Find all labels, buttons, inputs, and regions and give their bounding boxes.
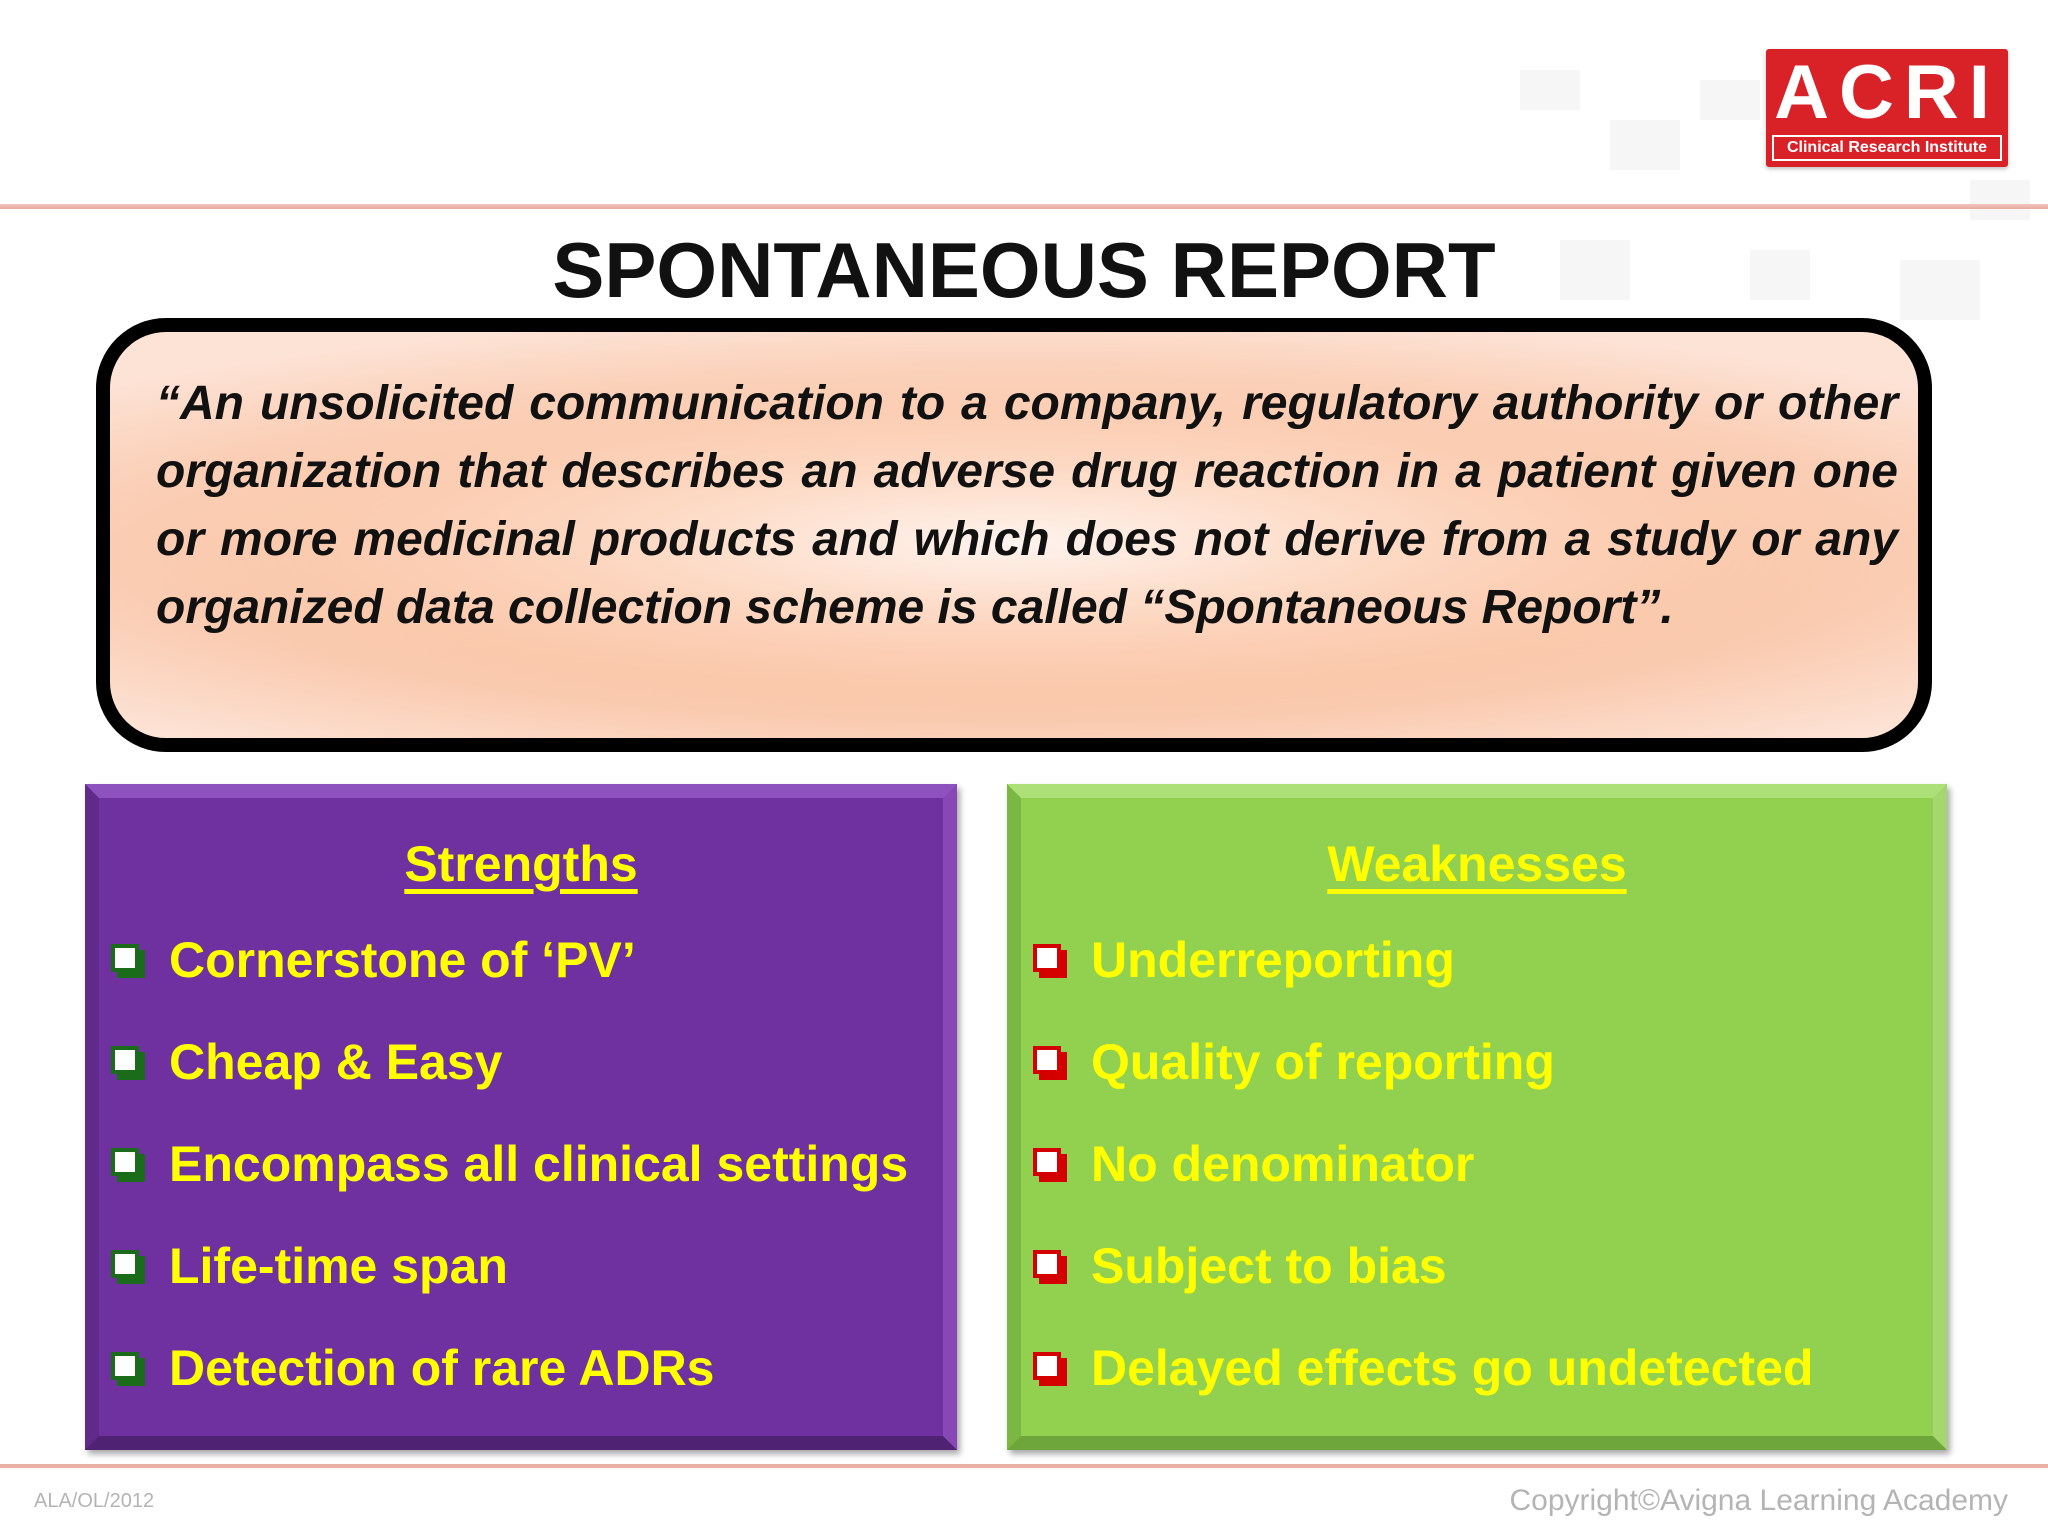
- strengths-panel: [85, 784, 957, 1450]
- weakness-item-label: No denominator: [1091, 1136, 1475, 1192]
- footer-divider: [0, 1464, 2048, 1468]
- strength-item-label: Cheap & Easy: [169, 1034, 503, 1090]
- strength-item-label: Detection of rare ADRs: [169, 1340, 715, 1396]
- acri-logo: [1766, 49, 2008, 167]
- weakness-item-label: Quality of reporting: [1091, 1034, 1555, 1090]
- checkbox-bullet-icon: [1033, 1046, 1061, 1074]
- list-item: [109, 1338, 919, 1440]
- list-item: [1031, 1134, 1907, 1236]
- checkbox-bullet-icon: [111, 1148, 139, 1176]
- list-item: [109, 1236, 919, 1338]
- checkbox-bullet-icon: [1033, 944, 1061, 972]
- header-divider: [0, 204, 2048, 209]
- list-item: [1031, 1338, 1907, 1440]
- footer-copyright: Copyright©Avigna Learning Academy: [1509, 1484, 2008, 1517]
- strengths-list: [109, 930, 919, 1440]
- strength-item-label: Cornerstone of ‘PV’: [169, 932, 636, 988]
- strengths-heading: Strengths: [404, 836, 638, 892]
- definition-text: “An unsolicited communication to a company, regulatory authority or other organization that describes an adverse drug reaction in a patient given one or more medicinal products and which does not derive from a study or any organized data collection scheme is called “Spontaneous Report”.: [156, 377, 1898, 634]
- checkbox-bullet-icon: [1033, 1148, 1061, 1176]
- weaknesses-list: [1031, 930, 1907, 1440]
- footer-code: ALA/OL/2012: [34, 1490, 155, 1512]
- list-item: [109, 1134, 919, 1236]
- checkbox-bullet-icon: [111, 1046, 139, 1074]
- weakness-item-label: Subject to bias: [1091, 1238, 1447, 1294]
- list-item: [1031, 1032, 1907, 1134]
- checkbox-bullet-icon: [1033, 1352, 1061, 1380]
- weaknesses-panel: [1007, 784, 1947, 1450]
- checkbox-bullet-icon: [111, 1250, 139, 1278]
- strength-item-label: Encompass all clinical settings: [169, 1136, 909, 1192]
- list-item: [109, 1032, 919, 1134]
- weakness-item-label: Delayed effects go undetected: [1091, 1340, 1814, 1396]
- checkbox-bullet-icon: [111, 1352, 139, 1380]
- list-item: [1031, 1236, 1907, 1338]
- weaknesses-heading: Weaknesses: [1327, 836, 1627, 892]
- weakness-item-label: Underreporting: [1091, 932, 1455, 988]
- strength-item-label: Life-time span: [169, 1238, 508, 1294]
- list-item: [1031, 930, 1907, 1032]
- definition-box: [96, 318, 1932, 752]
- logo-text: ACRI: [1774, 50, 2000, 135]
- list-item: [109, 930, 919, 1032]
- checkbox-bullet-icon: [111, 944, 139, 972]
- logo-subtitle: Clinical Research Institute: [1772, 135, 2002, 161]
- slide-title: SPONTANEOUS REPORT: [552, 226, 1496, 314]
- checkbox-bullet-icon: [1033, 1250, 1061, 1278]
